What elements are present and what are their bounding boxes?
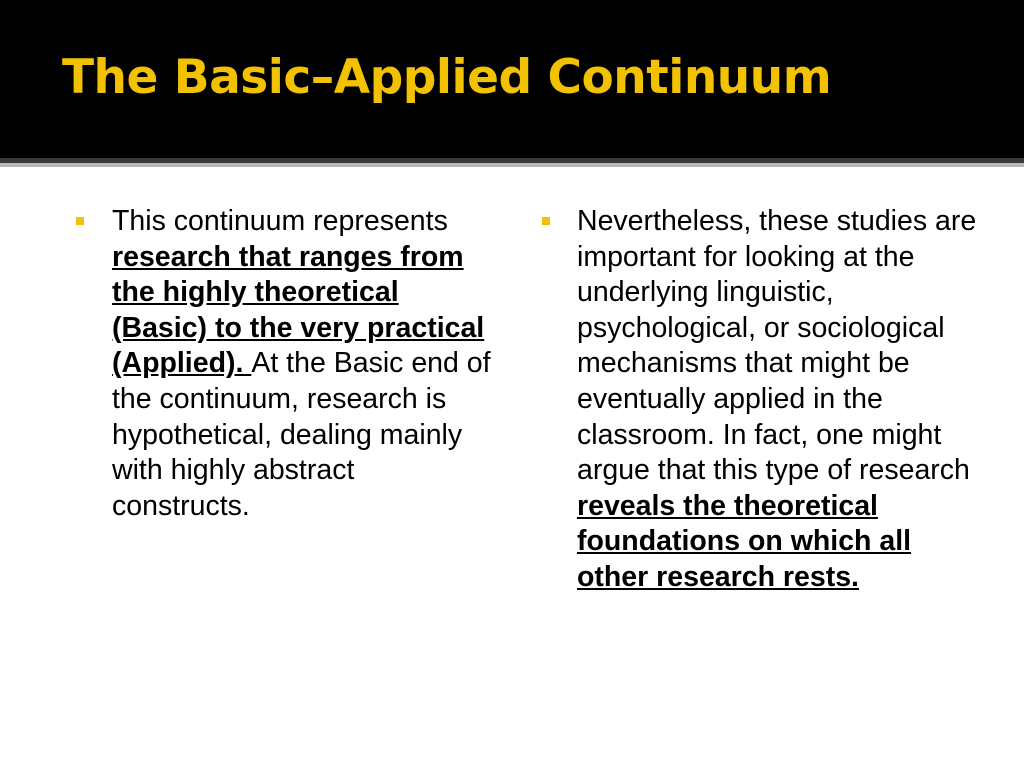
left-emphasis: research that ranges from the highly theoretical (Basic) to the very practical (Applied). xyxy=(112,240,485,380)
left-text-after: At the Basic end of the continuum, research is hypothetical, dealing mainly with highly abstract constructs. xyxy=(112,347,491,522)
left-bullet-item xyxy=(76,204,496,524)
slide-title: The Basic–Applied Continuum xyxy=(62,50,832,105)
square-bullet-icon xyxy=(542,217,550,225)
right-text-before: Nevertheless, these studies are important for looking at the underlying linguistic, psychological, or sociological mechanisms that might be eventually applied in the classroom. In fact, one might argue that this type of research xyxy=(577,205,977,487)
square-bullet-icon xyxy=(76,217,84,225)
right-bullet-text xyxy=(577,204,982,596)
title-divider-light xyxy=(0,163,1024,167)
left-bullet-text xyxy=(112,204,496,524)
right-bullet-item xyxy=(542,204,982,596)
left-text-before: This continuum represents xyxy=(112,205,448,237)
right-emphasis: reveals the theoretical foundations on which all other research rests. xyxy=(577,489,912,593)
title-bar xyxy=(0,0,1024,158)
